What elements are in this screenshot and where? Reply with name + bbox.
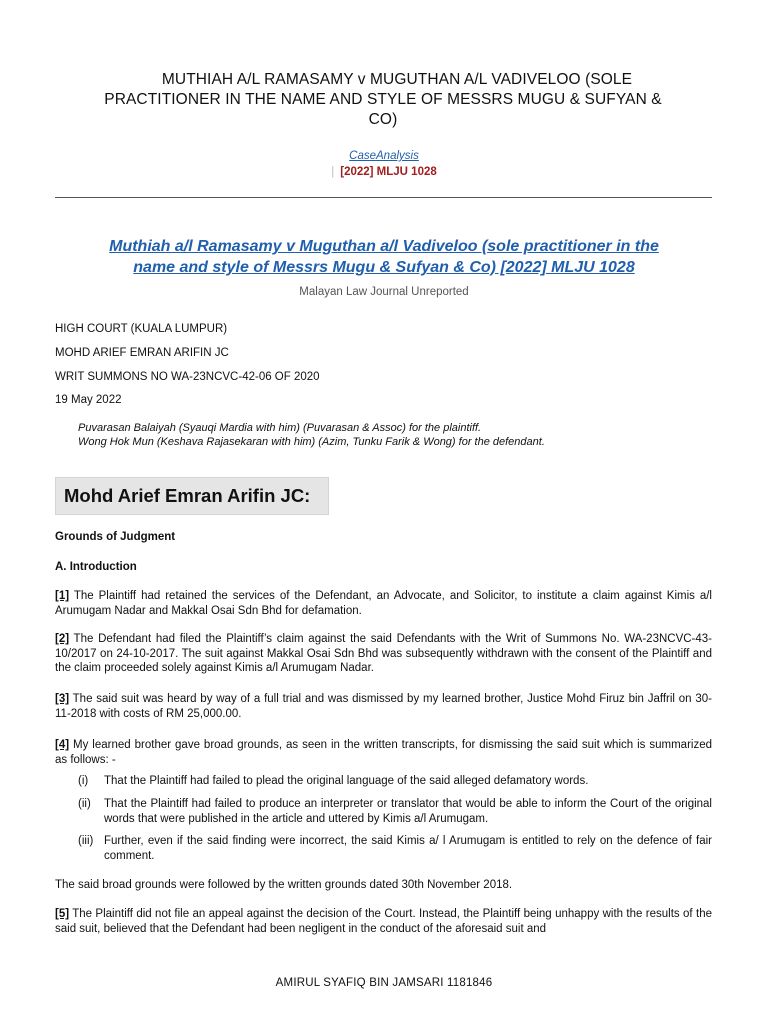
judge-name: MOHD ARIEF EMRAN ARIFIN JC (55, 347, 229, 359)
paragraph-text: My learned brother gave broad grounds, as seen in the written transcripts, for dismissing the said suit which is summarized as follows: - (55, 739, 712, 766)
title-line-1: MUTHIAH A/L RAMASAMY v MUGUTHAN A/L VADIVELOO (SOLE (161, 71, 633, 88)
list-item (78, 834, 712, 863)
list-item (78, 774, 712, 789)
paragraph-number[interactable]: [4] (55, 739, 70, 751)
paragraph-number[interactable]: [3] (55, 693, 70, 705)
paragraph-2 (55, 632, 712, 676)
list-item (78, 797, 712, 826)
header-divider (55, 197, 712, 198)
list-item-text: That the Plaintiff had failed to plead the original language of the said alleged defamatory words. (104, 775, 589, 787)
list-numeral: (ii) (78, 798, 91, 810)
paragraph-text: The said suit was heard by way of a full trial and was dismissed by my learned brother, Justice Mohd Firuz bin Jaffril on 30-11-2018 with costs of RM 25,000.00. (55, 693, 712, 720)
paragraph-5 (55, 907, 712, 936)
list-numeral: (iii) (78, 835, 94, 847)
report-name: Malayan Law Journal Unreported (299, 286, 469, 298)
footer-user-line: AMIRUL SYAFIQ BIN JAMSARI 1181846 (275, 977, 493, 989)
list-item-text: That the Plaintiff had failed to produce an interpreter or translator that would be able to inform the Court of the original words that were published in the article and uttered by Kimis a/l Arumugam. (104, 798, 712, 825)
court-name: HIGH COURT (KUALA LUMPUR) (55, 323, 228, 335)
citation-separator: | (331, 166, 335, 178)
case-heading-link[interactable] (60, 236, 708, 278)
case-heading-line-1: Muthiah a/l Ramasamy v Muguthan a/l Vadiveloo (sole practitioner in the (109, 238, 659, 255)
paragraph-number[interactable]: [2] (55, 633, 70, 645)
section-a-heading: A. Introduction (55, 561, 137, 573)
list-item-text: Further, even if the said finding were incorrect, the said Kimis a/ l Arumugam is entitled to rely on the defence of fair comment. (104, 835, 712, 862)
case-heading-line-2: name and style of Messrs Mugu & Sufyan & Co) [2022] MLJU 1028 (133, 259, 635, 276)
paragraph-3 (55, 692, 712, 721)
counsel-block (78, 421, 718, 449)
counsel-plaintiff: Puvarasan Balaiyah (Syauqi Mardia with him) (Puvarasan & Assoc) for the plaintiff. (78, 422, 482, 434)
case-analysis-link[interactable]: CaseAnalysis (349, 150, 419, 162)
paragraph-4 (55, 738, 712, 767)
broad-grounds-note: The said broad grounds were followed by the written grounds dated 30th November 2018. (55, 879, 513, 891)
citation-row (0, 166, 768, 178)
paragraph-1 (55, 589, 712, 618)
paragraph-text: The Plaintiff did not file an appeal against the decision of the Court. Instead, the Plaintiff being unhappy with the results of the said suit, believed that the Defendant had been negligent in the conduct of the aforesaid suit and (55, 908, 712, 935)
paragraph-number[interactable]: [1] (55, 590, 70, 602)
paragraph-text: The Defendant had filed the Plaintiff’s claim against the said Defendants with the Writ of Summons No. WA-23NCVC-43- 10/2017 on 24-10-2017. The suit against Makkal Osai Sdn Bhd was subsequently withdrawn with the consent of the Plaintiff and the claim proceeded solely against Kimis a/l Arumugam Nadar. (55, 633, 712, 674)
grounds-heading: Grounds of Judgment (55, 531, 176, 543)
judge-heading: Mohd Arief Emran Arifin JC: (55, 477, 329, 515)
citation: [2022] MLJU 1028 (340, 166, 437, 178)
list-numeral: (i) (78, 775, 89, 787)
title-line-3: CO) (368, 111, 398, 128)
document-title (58, 70, 708, 130)
paragraph-number[interactable]: [5] (55, 908, 70, 920)
counsel-defendant: Wong Hok Mun (Keshava Rajasekaran with him) (Azim, Tunku Farik & Wong) for the defendant. (78, 436, 545, 448)
paragraph-text: The Plaintiff had retained the services of the Defendant, an Advocate, and Solicitor, to institute a claim against Kimis a/l Arumugam Nadar and Makkal Osai Sdn Bhd for defamation. (55, 590, 712, 617)
suit-number: WRIT SUMMONS NO WA-23NCVC-42-06 OF 2020 (55, 371, 320, 383)
title-line-2: PRACTITIONER IN THE NAME AND STYLE OF MESSRS MUGU & SUFYAN & (104, 91, 662, 108)
judgment-date: 19 May 2022 (55, 394, 122, 406)
